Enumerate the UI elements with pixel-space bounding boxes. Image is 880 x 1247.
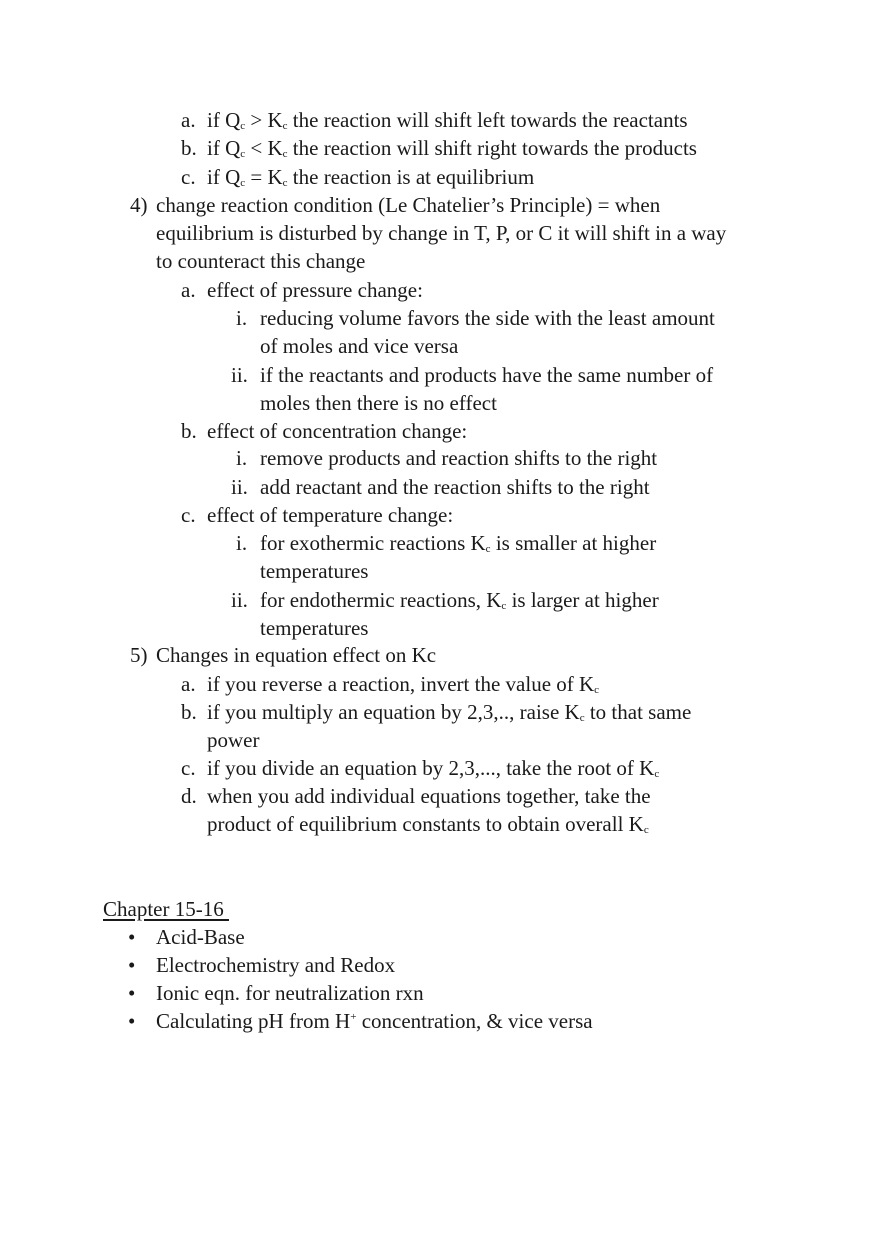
- item4-line: change reaction condition (Le Chatelier’s Principle) = when: [156, 193, 661, 217]
- list-marker: ii.: [231, 588, 248, 612]
- list-marker: ii.: [231, 363, 248, 387]
- item5-heading: Changes in equation effect on Kc: [156, 643, 437, 667]
- list-marker: i.: [236, 446, 248, 470]
- temperature-point-cont: temperatures: [260, 559, 369, 583]
- concentration-heading: effect of concentration change:: [207, 419, 468, 443]
- equation-rule: if you multiply an equation by 2,3,.., raise $K_c$ to that same: [207, 700, 692, 724]
- concentration-point: remove products and reaction shifts to the right: [260, 446, 658, 470]
- bullet-icon: •: [128, 925, 136, 949]
- list-marker: a.: [181, 108, 196, 132]
- list-marker: d.: [181, 784, 197, 808]
- chapter-heading: Chapter 15-16: [103, 897, 229, 921]
- list-marker: a.: [181, 672, 196, 696]
- list-marker: b.: [181, 419, 197, 443]
- pressure-point-line: reducing volume favors the side with the least amount: [260, 306, 715, 330]
- list-item-q-greater: if $Q_c > K_c$ the reaction will shift left towards the reactants: [207, 108, 688, 132]
- list-marker: a.: [181, 278, 196, 302]
- pressure-point-line: if the reactants and products have the same number of: [260, 363, 714, 387]
- equation-rule-cont: product of equilibrium constants to obtain overall $K_c$: [207, 812, 649, 836]
- bullet-item: Acid-Base: [156, 925, 245, 949]
- temperature-heading: effect of temperature change:: [207, 503, 454, 527]
- list-marker: 5): [130, 643, 148, 667]
- equation-rule-cont: power: [207, 728, 260, 752]
- list-marker: c.: [181, 165, 196, 189]
- list-marker: b.: [181, 700, 197, 724]
- pressure-heading: effect of pressure change:: [207, 278, 423, 302]
- list-marker: ii.: [231, 475, 248, 499]
- equation-rule: when you add individual equations together, take the: [207, 784, 651, 808]
- bullet-item: Ionic eqn. for neutralization rxn: [156, 981, 424, 1005]
- temperature-point-cont: temperatures: [260, 616, 369, 640]
- list-marker: i.: [236, 531, 248, 555]
- bullet-icon: •: [128, 953, 136, 977]
- list-item-q-equal: if $Q_c = K_c$ the reaction is at equilibrium: [207, 165, 535, 189]
- list-marker: 4): [130, 193, 148, 217]
- item4-line: equilibrium is disturbed by change in T, P, or C it will shift in a way: [156, 221, 727, 245]
- item4-line: to counteract this change: [156, 249, 366, 273]
- bullet-item: Electrochemistry and Redox: [156, 953, 396, 977]
- list-item-q-less: if $Q_c < K_c$ the reaction will shift right towards the products: [207, 136, 697, 160]
- temperature-point: for exothermic reactions $K_c$ is smaller at higher: [260, 531, 657, 555]
- list-marker: c.: [181, 503, 196, 527]
- list-marker: i.: [236, 306, 248, 330]
- bullet-icon: •: [128, 981, 136, 1005]
- bullet-icon: •: [128, 1009, 136, 1033]
- list-marker: c.: [181, 756, 196, 780]
- pressure-point-line: moles then there is no effect: [260, 391, 497, 415]
- temperature-point: for endothermic reactions, $K_c$ is larger at higher: [260, 588, 659, 612]
- pressure-point-line: of moles and vice versa: [260, 334, 459, 358]
- equation-rule: if you reverse a reaction, invert the value of $K_c$: [207, 672, 600, 696]
- equation-rule: if you divide an equation by 2,3,..., take the root of $K_c$: [207, 756, 660, 780]
- bullet-item: Calculating pH from H+ concentration, & vice versa: [156, 1009, 593, 1033]
- list-marker: b.: [181, 136, 197, 160]
- concentration-point: add reactant and the reaction shifts to the right: [260, 475, 650, 499]
